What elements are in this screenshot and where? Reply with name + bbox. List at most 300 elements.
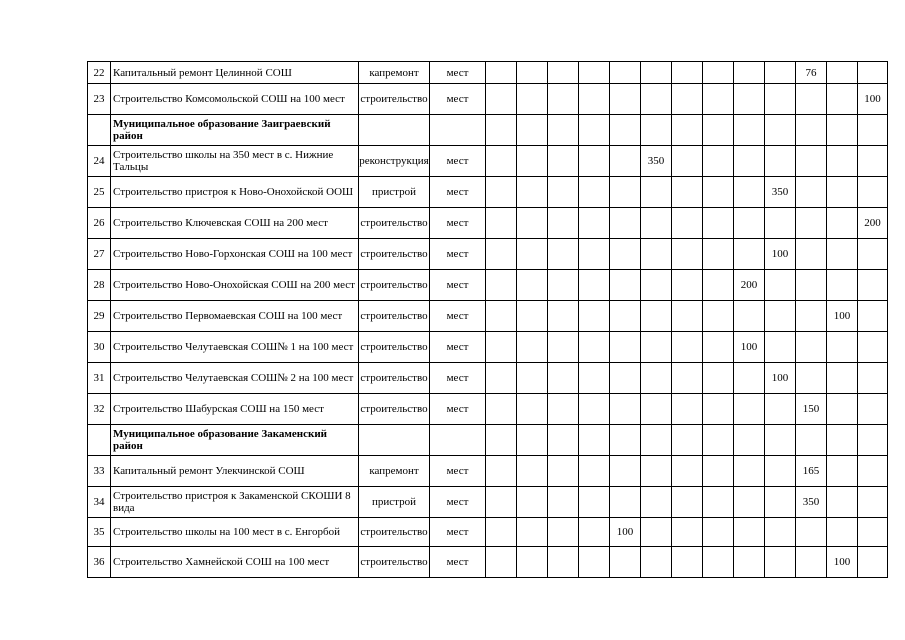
value-cell — [858, 332, 888, 363]
value-cell — [703, 363, 734, 394]
value-cell — [703, 487, 734, 518]
value-cell — [765, 456, 796, 487]
value-cell — [703, 146, 734, 177]
value-cell — [765, 208, 796, 239]
value-cell — [672, 208, 703, 239]
value-cell — [610, 62, 641, 84]
value-cell — [517, 518, 548, 547]
value-cell — [579, 547, 610, 578]
value-cell — [517, 487, 548, 518]
value-cell — [548, 301, 579, 332]
value-cell — [548, 208, 579, 239]
value-cell — [827, 518, 858, 547]
table-row — [88, 270, 888, 301]
value-cell — [765, 425, 796, 456]
value-cell — [827, 270, 858, 301]
value-cell — [672, 177, 703, 208]
object-name: Строительство Ново-Онохойская СОШ на 200 мест — [111, 270, 359, 301]
row-number: 25 — [88, 177, 111, 208]
value-cell — [610, 146, 641, 177]
value-cell — [765, 547, 796, 578]
work-type: строительство — [359, 363, 430, 394]
value-cell — [548, 547, 579, 578]
value-cell — [827, 115, 858, 146]
value-cell — [858, 239, 888, 270]
table-row — [88, 456, 888, 487]
value-cell — [796, 332, 827, 363]
row-number: 31 — [88, 363, 111, 394]
value-cell — [858, 425, 888, 456]
value-cell — [548, 84, 579, 115]
value-cell — [579, 332, 610, 363]
value-cell — [486, 115, 517, 146]
unit: мест — [430, 547, 486, 578]
unit-cell — [430, 425, 486, 456]
value-cell — [486, 301, 517, 332]
value-cell — [734, 62, 765, 84]
value-cell — [827, 425, 858, 456]
value-cell — [486, 62, 517, 84]
work-type: строительство — [359, 84, 430, 115]
unit: мест — [430, 208, 486, 239]
value-cell — [641, 270, 672, 301]
value-cell — [734, 177, 765, 208]
value-cell: 76 — [796, 62, 827, 84]
unit: мест — [430, 84, 486, 115]
value-cell — [765, 146, 796, 177]
value-cell — [734, 239, 765, 270]
work-type: строительство — [359, 394, 430, 425]
object-name: Строительство школы на 100 мест в с. Енгорбой — [111, 518, 359, 547]
value-cell: 150 — [796, 394, 827, 425]
value-cell — [641, 62, 672, 84]
value-cell — [579, 208, 610, 239]
value-cell — [703, 518, 734, 547]
value-cell — [672, 456, 703, 487]
value-cell — [765, 332, 796, 363]
value-cell — [796, 115, 827, 146]
unit: мест — [430, 518, 486, 547]
value-cell — [486, 547, 517, 578]
value-cell — [858, 146, 888, 177]
value-cell — [827, 394, 858, 425]
value-cell — [517, 146, 548, 177]
value-cell — [765, 84, 796, 115]
value-cell — [486, 332, 517, 363]
row-number: 36 — [88, 547, 111, 578]
section-title: Муниципальное образование Закаменский район — [111, 425, 359, 456]
value-cell — [672, 518, 703, 547]
value-cell — [858, 456, 888, 487]
object-name: Строительство Челутаевская СОШ№ 2 на 100 мест — [111, 363, 359, 394]
value-cell — [858, 547, 888, 578]
value-cell — [703, 84, 734, 115]
value-cell — [517, 547, 548, 578]
row-number-cell — [88, 425, 111, 456]
value-cell — [641, 301, 672, 332]
value-cell — [765, 62, 796, 84]
object-name: Строительство школы на 350 мест в с. Нижние Тальцы — [111, 146, 359, 177]
value-cell — [672, 270, 703, 301]
value-cell: 100 — [827, 301, 858, 332]
value-cell — [610, 487, 641, 518]
value-cell — [641, 518, 672, 547]
value-cell — [486, 146, 517, 177]
value-cell — [548, 487, 579, 518]
value-cell: 350 — [796, 487, 827, 518]
value-cell — [703, 115, 734, 146]
value-cell — [548, 239, 579, 270]
value-cell — [486, 177, 517, 208]
value-cell — [548, 62, 579, 84]
section-row — [88, 115, 888, 146]
value-cell — [796, 239, 827, 270]
value-cell — [672, 394, 703, 425]
value-cell — [486, 518, 517, 547]
value-cell — [672, 547, 703, 578]
value-cell — [610, 363, 641, 394]
value-cell — [517, 115, 548, 146]
value-cell — [734, 518, 765, 547]
value-cell — [827, 332, 858, 363]
table-body — [88, 62, 888, 578]
value-cell — [610, 425, 641, 456]
value-cell — [703, 208, 734, 239]
value-cell — [827, 177, 858, 208]
type-cell — [359, 115, 430, 146]
value-cell — [765, 394, 796, 425]
object-name: Строительство Шабурская СОШ на 150 мест — [111, 394, 359, 425]
value-cell — [672, 84, 703, 115]
value-cell: 100 — [734, 332, 765, 363]
row-number: 35 — [88, 518, 111, 547]
value-cell — [827, 146, 858, 177]
value-cell: 100 — [858, 84, 888, 115]
value-cell — [579, 62, 610, 84]
value-cell — [610, 332, 641, 363]
value-cell — [703, 239, 734, 270]
value-cell — [796, 208, 827, 239]
value-cell — [548, 332, 579, 363]
table-row — [88, 208, 888, 239]
value-cell — [579, 425, 610, 456]
table-row — [88, 84, 888, 115]
value-cell — [486, 270, 517, 301]
value-cell — [641, 239, 672, 270]
value-cell — [610, 177, 641, 208]
value-cell — [765, 270, 796, 301]
value-cell — [734, 208, 765, 239]
value-cell — [703, 62, 734, 84]
row-number: 27 — [88, 239, 111, 270]
value-cell — [672, 146, 703, 177]
value-cell — [610, 239, 641, 270]
object-name: Строительство Хамнейской СОШ на 100 мест — [111, 547, 359, 578]
value-cell — [858, 487, 888, 518]
value-cell — [734, 456, 765, 487]
unit-cell — [430, 115, 486, 146]
value-cell — [517, 301, 548, 332]
value-cell — [796, 301, 827, 332]
unit: мест — [430, 332, 486, 363]
work-type: строительство — [359, 239, 430, 270]
value-cell — [579, 239, 610, 270]
value-cell — [672, 115, 703, 146]
row-number-cell — [88, 115, 111, 146]
value-cell — [858, 301, 888, 332]
work-type: строительство — [359, 518, 430, 547]
table-row — [88, 487, 888, 518]
object-name: Капитальный ремонт Целинной СОШ — [111, 62, 359, 84]
value-cell — [734, 301, 765, 332]
value-cell — [703, 270, 734, 301]
value-cell — [858, 177, 888, 208]
value-cell — [703, 177, 734, 208]
value-cell — [610, 394, 641, 425]
value-cell — [796, 84, 827, 115]
value-cell — [734, 115, 765, 146]
unit: мест — [430, 62, 486, 84]
value-cell — [672, 239, 703, 270]
value-cell — [517, 270, 548, 301]
value-cell — [548, 177, 579, 208]
value-cell: 100 — [765, 239, 796, 270]
value-cell — [641, 425, 672, 456]
table-row — [88, 239, 888, 270]
value-cell — [579, 177, 610, 208]
value-cell — [486, 487, 517, 518]
value-cell — [579, 270, 610, 301]
object-name: Строительство Челутаевская СОШ№ 1 на 100 мест — [111, 332, 359, 363]
value-cell — [672, 301, 703, 332]
table-row — [88, 363, 888, 394]
object-name: Строительство Ключевская СОШ на 200 мест — [111, 208, 359, 239]
object-name: Капитальный ремонт Улекчинской СОШ — [111, 456, 359, 487]
value-cell — [486, 363, 517, 394]
work-type: реконструкция — [359, 146, 430, 177]
value-cell — [548, 146, 579, 177]
work-type: капремонт — [359, 62, 430, 84]
work-type: капремонт — [359, 456, 430, 487]
unit: мест — [430, 363, 486, 394]
row-number: 34 — [88, 487, 111, 518]
value-cell — [486, 394, 517, 425]
value-cell — [827, 239, 858, 270]
value-cell — [610, 208, 641, 239]
row-number: 32 — [88, 394, 111, 425]
value-cell — [672, 425, 703, 456]
value-cell — [827, 208, 858, 239]
value-cell: 100 — [827, 547, 858, 578]
value-cell — [641, 547, 672, 578]
value-cell — [579, 363, 610, 394]
table-row — [88, 301, 888, 332]
value-cell — [796, 270, 827, 301]
object-name: Строительство пристроя к Закаменской СКОШИ 8 вида — [111, 487, 359, 518]
work-type: строительство — [359, 547, 430, 578]
value-cell — [734, 84, 765, 115]
table-row — [88, 146, 888, 177]
row-number: 22 — [88, 62, 111, 84]
value-cell — [579, 394, 610, 425]
table-row — [88, 177, 888, 208]
value-cell — [517, 425, 548, 456]
unit: мест — [430, 239, 486, 270]
row-number: 23 — [88, 84, 111, 115]
value-cell — [734, 363, 765, 394]
value-cell — [579, 456, 610, 487]
value-cell — [610, 547, 641, 578]
value-cell — [703, 547, 734, 578]
type-cell — [359, 425, 430, 456]
value-cell — [641, 332, 672, 363]
value-cell — [486, 84, 517, 115]
work-type: строительство — [359, 301, 430, 332]
work-type: пристрой — [359, 177, 430, 208]
value-cell: 350 — [641, 146, 672, 177]
row-number: 24 — [88, 146, 111, 177]
value-cell — [486, 208, 517, 239]
row-number: 33 — [88, 456, 111, 487]
value-cell — [672, 363, 703, 394]
value-cell — [703, 456, 734, 487]
value-cell — [548, 270, 579, 301]
value-cell — [548, 115, 579, 146]
value-cell — [548, 518, 579, 547]
value-cell — [641, 394, 672, 425]
object-name: Строительство Первомаевская СОШ на 100 мест — [111, 301, 359, 332]
object-name: Строительство Комсомольской СОШ на 100 мест — [111, 84, 359, 115]
value-cell — [672, 487, 703, 518]
value-cell — [517, 208, 548, 239]
value-cell — [672, 332, 703, 363]
value-cell — [858, 62, 888, 84]
unit: мест — [430, 270, 486, 301]
table-row — [88, 394, 888, 425]
value-cell: 350 — [765, 177, 796, 208]
value-cell — [734, 487, 765, 518]
value-cell — [796, 547, 827, 578]
value-cell — [579, 301, 610, 332]
value-cell — [858, 363, 888, 394]
value-cell — [796, 363, 827, 394]
value-cell — [734, 146, 765, 177]
value-cell — [703, 301, 734, 332]
value-cell — [765, 487, 796, 518]
value-cell — [517, 363, 548, 394]
value-cell — [579, 518, 610, 547]
value-cell — [734, 394, 765, 425]
value-cell — [796, 518, 827, 547]
value-cell — [703, 425, 734, 456]
value-cell — [641, 487, 672, 518]
value-cell — [517, 62, 548, 84]
value-cell — [641, 208, 672, 239]
value-cell — [486, 456, 517, 487]
value-cell — [734, 547, 765, 578]
value-cell — [579, 487, 610, 518]
object-name: Строительство пристроя к Ново-Онохойской ООШ — [111, 177, 359, 208]
unit: мест — [430, 301, 486, 332]
value-cell — [827, 363, 858, 394]
table-row — [88, 332, 888, 363]
value-cell — [610, 456, 641, 487]
value-cell: 100 — [765, 363, 796, 394]
row-number: 30 — [88, 332, 111, 363]
value-cell — [827, 456, 858, 487]
unit: мест — [430, 394, 486, 425]
value-cell — [548, 456, 579, 487]
value-cell — [517, 332, 548, 363]
value-cell — [641, 363, 672, 394]
row-number: 28 — [88, 270, 111, 301]
value-cell — [858, 270, 888, 301]
value-cell — [703, 394, 734, 425]
section-row — [88, 425, 888, 456]
object-name: Строительство Ново-Горхонская СОШ на 100 мест — [111, 239, 359, 270]
value-cell — [827, 84, 858, 115]
value-cell — [548, 363, 579, 394]
unit: мест — [430, 456, 486, 487]
value-cell — [858, 115, 888, 146]
unit: мест — [430, 177, 486, 208]
value-cell — [579, 146, 610, 177]
value-cell — [517, 177, 548, 208]
work-type: строительство — [359, 208, 430, 239]
value-cell — [734, 425, 765, 456]
section-title: Муниципальное образование Заиграевский район — [111, 115, 359, 146]
investment-table — [87, 61, 888, 578]
value-cell — [641, 177, 672, 208]
value-cell — [827, 62, 858, 84]
value-cell — [796, 425, 827, 456]
work-type: строительство — [359, 332, 430, 363]
table-row — [88, 62, 888, 84]
value-cell — [610, 270, 641, 301]
value-cell — [486, 425, 517, 456]
value-cell: 200 — [858, 208, 888, 239]
value-cell: 165 — [796, 456, 827, 487]
value-cell — [858, 518, 888, 547]
value-cell — [765, 115, 796, 146]
value-cell — [796, 146, 827, 177]
value-cell — [641, 115, 672, 146]
value-cell — [486, 239, 517, 270]
value-cell — [858, 394, 888, 425]
value-cell — [517, 456, 548, 487]
value-cell — [641, 456, 672, 487]
value-cell — [641, 84, 672, 115]
row-number: 29 — [88, 301, 111, 332]
value-cell — [579, 115, 610, 146]
value-cell — [796, 177, 827, 208]
table-row — [88, 518, 888, 547]
value-cell: 200 — [734, 270, 765, 301]
work-type: строительство — [359, 270, 430, 301]
value-cell — [827, 487, 858, 518]
value-cell: 100 — [610, 518, 641, 547]
value-cell — [765, 518, 796, 547]
value-cell — [517, 394, 548, 425]
value-cell — [610, 84, 641, 115]
value-cell — [610, 115, 641, 146]
work-type: пристрой — [359, 487, 430, 518]
value-cell — [517, 239, 548, 270]
value-cell — [765, 301, 796, 332]
value-cell — [610, 301, 641, 332]
unit: мест — [430, 487, 486, 518]
value-cell — [703, 332, 734, 363]
